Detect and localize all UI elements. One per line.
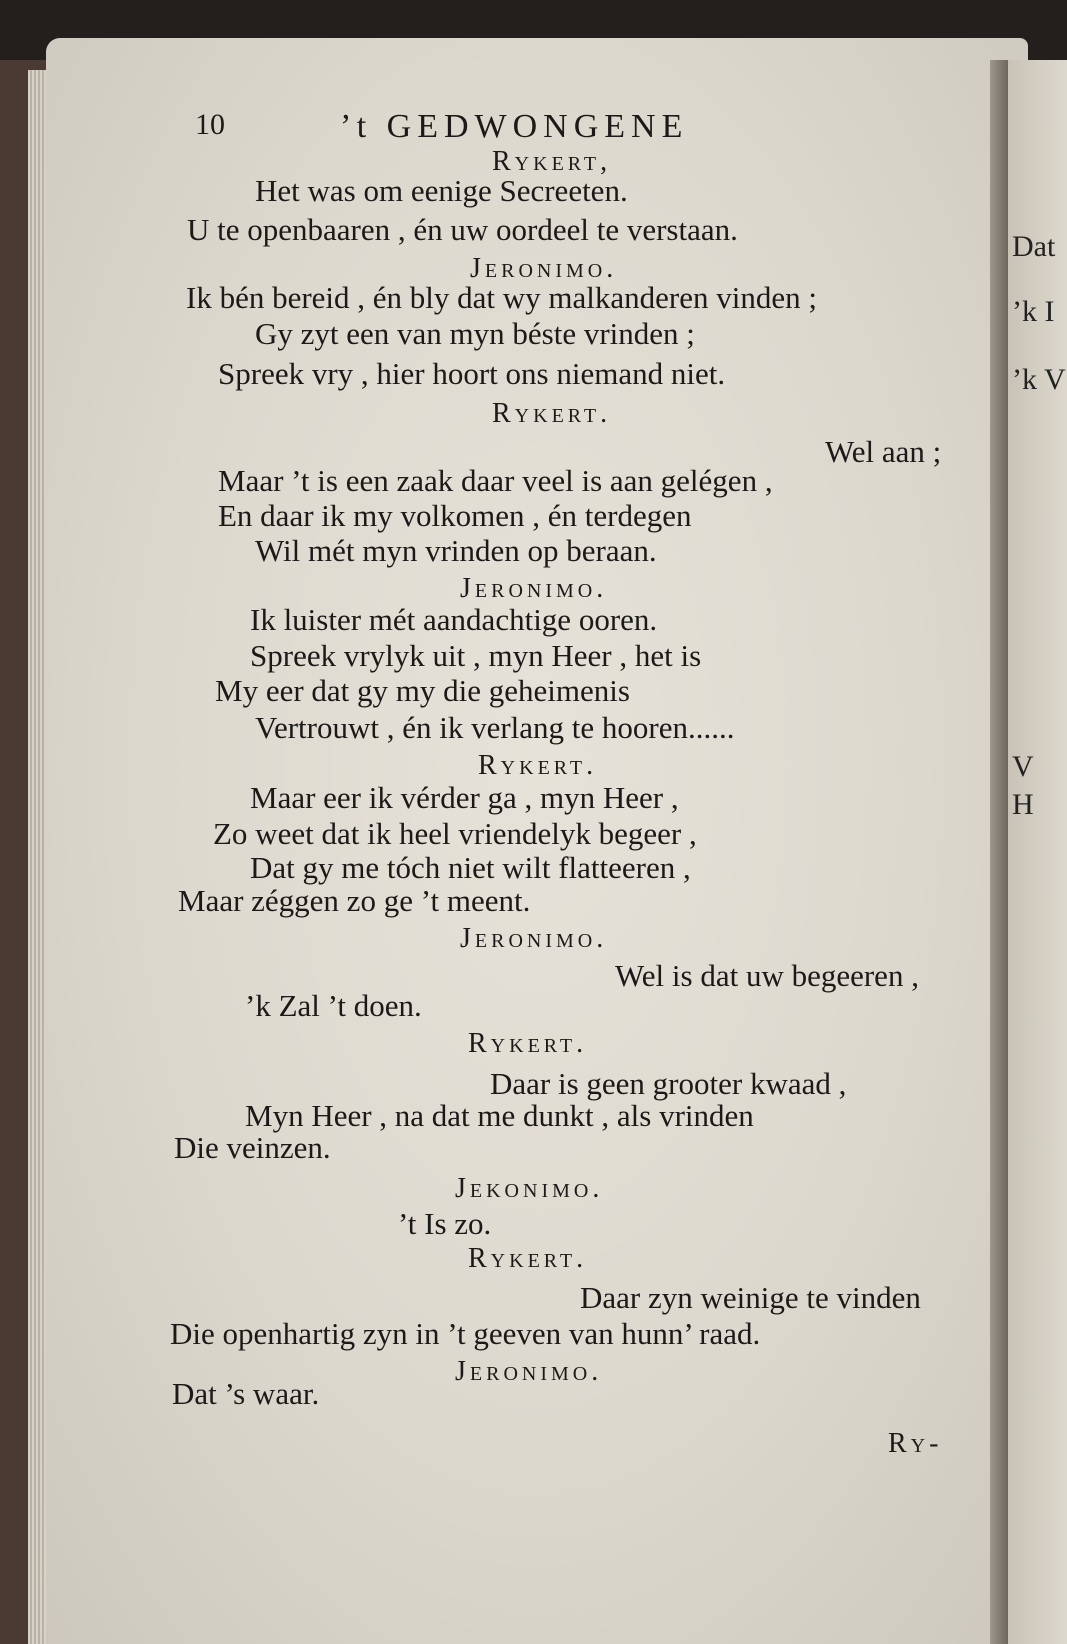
verse-line: Maar ’t is een zaak daar veel is aan gelégen , [218,463,773,498]
verse-line: Die veinzen. [174,1130,331,1165]
verse-line: U te openbaaren , én uw oordeel te verstaan. [187,212,738,247]
verse-line: ’k Zal ’t doen. [245,988,422,1023]
verse-line: Zo weet dat ik heel vriendelyk begeer , [213,816,697,851]
verse-line: Spreek vrylyk uit , myn Heer , het is [250,638,702,673]
verse-line: Die openhartig zyn in ’t geeven van hunn’ raad. [170,1316,761,1351]
verse-line: Dat ’s waar. [172,1376,320,1411]
speaker-name: Rykert. [468,1243,588,1274]
verse-line: Ik luister mét aandachtige ooren. [250,602,658,637]
verse-line: Wel aan ; [825,434,942,469]
verse-line: My eer dat gy my die geheimenis [215,673,630,708]
speaker-name: Rykert. [478,750,598,781]
verse-line: Daar is geen grooter kwaad , [490,1066,847,1101]
verse-line: Vertrouwt , én ik verlang te hooren...... [255,710,735,745]
verse-line: Wel is dat uw begeeren , [615,958,919,993]
verse-line: Ik bén bereid , én bly dat wy malkanderen vinden ; [186,280,817,315]
running-title: ’t GEDWONGENE [340,108,689,145]
speaker-name: Jeronimo. [460,923,608,954]
speaker-name: Rykert, [492,146,612,177]
page-number: 10 [195,108,225,141]
speaker-name: Jekonimo. [455,1173,604,1204]
facing-page-edge [1008,60,1067,1644]
verse-line: Het was om eenige Secreeten. [255,173,628,208]
facing-page-fragment: V [1012,750,1034,783]
book-gutter [990,60,1008,1644]
verse-line: Daar zyn weinige te vinden [580,1280,921,1315]
verse-line: Gy zyt een van myn béste vrinden ; [255,316,695,351]
verse-line: Dat gy me tóch niet wilt flatteeren , [250,850,691,885]
facing-page-fragment: ’k V [1012,363,1066,396]
facing-page-fragment: Dat [1012,230,1056,263]
verse-line: ’t Is zo. [398,1206,492,1241]
verse-line: En daar ik my volkomen , én terdegen [218,498,692,533]
speaker-name: Rykert. [468,1028,588,1059]
speaker-name: Jeronimo. [460,573,608,604]
verse-line: Maar eer ik vérder ga , myn Heer , [250,780,679,815]
verse-line: Wil mét myn vrinden op beraan. [255,533,657,568]
verse-line: Myn Heer , na dat me dunkt , als vrinden [245,1098,754,1133]
speaker-name: Rykert. [492,398,612,429]
speaker-name: Jeronimo. [455,1356,603,1387]
catchword: Ry- [888,1428,943,1459]
verse-line: Maar zéggen zo ge ’t meent. [178,883,531,918]
facing-page-fragment: ’k I [1012,295,1055,328]
verse-line: Spreek vry , hier hoort ons niemand niet. [218,356,726,391]
speaker-name: Jeronimo. [470,253,618,284]
facing-page-fragment: H [1012,788,1034,821]
